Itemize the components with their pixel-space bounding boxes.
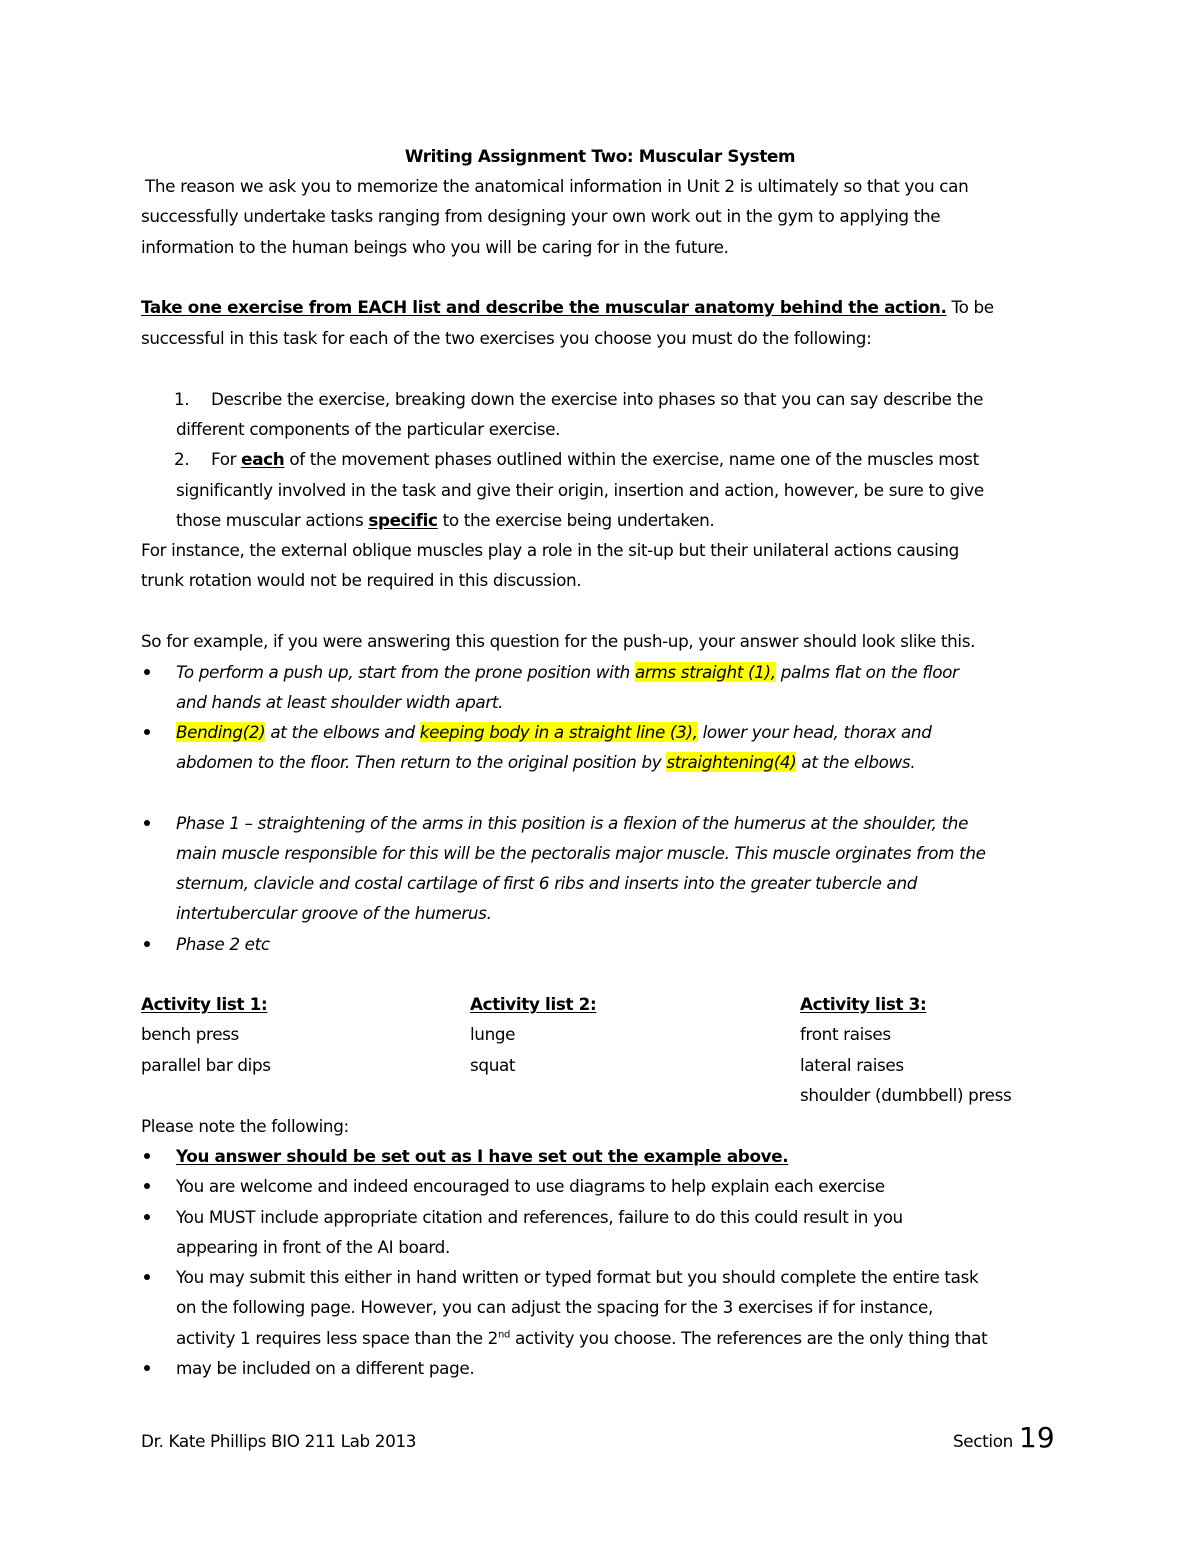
page-number: 19 (1019, 1421, 1055, 1454)
example-bullet-1-line-1 (176, 662, 959, 682)
activity-list-3 (800, 989, 1011, 1110)
activity-list-2-item: squat (470, 1054, 516, 1075)
example-b2-post: lower your head, thorax and (697, 722, 932, 742)
note-4-line-3-post: activity you choose. The references are the only thing that (509, 1328, 988, 1348)
numbered-item-2-number: 2. (174, 449, 190, 469)
example-bullet-3-line-2: main muscle responsible for this will be the pectoralis major muscle. This muscle orginates from the (176, 843, 986, 863)
example-b1-post: palms flat on the floor (775, 662, 959, 682)
example-bullet-3-line-4: intertubercular groove of the humerus. (176, 903, 492, 923)
activity-list-3-item: lateral raises (800, 1054, 904, 1075)
numbered-item-1-line-1: Describe the exercise, breaking down the exercise into phases so that you can say describe the (211, 389, 984, 409)
activity-list-1-item: parallel bar dips (141, 1054, 271, 1075)
document-title: Writing Assignment Two: Muscular System (404, 146, 796, 166)
example-b2-mid: at the elbows and (265, 722, 420, 742)
example-bullet-1-line-2: and hands at least shoulder width apart. (176, 692, 504, 712)
bullet-icon (144, 941, 150, 947)
numbered-item-1-number: 1. (174, 389, 190, 409)
instance-line-2: trunk rotation would not be required in this discussion. (141, 570, 582, 590)
note-1: You answer should be set out as I have set out the example above. (176, 1146, 789, 1166)
instance-line-1: For instance, the external oblique muscles play a role in the sit-up but their unilateral actions causing (141, 540, 959, 560)
activity-list-2-heading: Activity list 2: (470, 994, 597, 1014)
example-intro: So for example, if you were answering this question for the push-up, your answer should look slike this. (141, 631, 976, 651)
example-b1-highlight: arms straight (1), (634, 662, 776, 682)
activity-list-1-heading: Activity list 1: (141, 994, 268, 1014)
task-instruction: Take one exercise from EACH list and describe the muscular anatomy behind the action. (141, 297, 947, 317)
example-b1-pre: To perform a push up, start from the prone position with (176, 662, 635, 682)
bullet-icon (144, 1153, 150, 1159)
activity-list-2-item: lunge (470, 1024, 516, 1045)
bullet-icon (144, 729, 150, 735)
bullet-icon (144, 1274, 150, 1280)
task-rest: To be (946, 297, 994, 317)
activity-list-2 (470, 989, 596, 1080)
intro-line-2: successfully undertake tasks ranging from designing your own work out in the gym to applying the (141, 206, 941, 226)
item2-line3-post: to the exercise being undertaken. (437, 510, 715, 530)
note-4-line-3-pre: activity 1 requires less space than the 2 (176, 1328, 498, 1348)
note-4-ordinal-suffix: nd (497, 1329, 510, 1341)
bullet-icon (144, 1183, 150, 1189)
footer-author: Dr. Kate Phillips BIO 211 Lab 2013 (141, 1431, 417, 1451)
example-b2-highlight-1: Bending(2) (176, 722, 266, 742)
example-b2-highlight-2: keeping body in a straight line (3), (419, 722, 698, 742)
task-line-2: successful in this task for each of the two exercises you choose you must do the following: (141, 328, 872, 348)
activity-list-3-item: shoulder (dumbbell) press (800, 1084, 1012, 1105)
numbered-item-1-line-2: different components of the particular exercise. (176, 419, 561, 439)
footer-section-label: Section (953, 1431, 1013, 1451)
activity-list-3-heading: Activity list 3: (800, 994, 927, 1014)
note-4-line-3 (176, 1328, 987, 1348)
item2-pre: For (211, 449, 242, 469)
intro-line-1: The reason we ask you to memorize the anatomical information in Unit 2 is ultimately so that you can (145, 176, 969, 196)
numbered-item-2-line-1 (211, 449, 979, 469)
item2-each-emphasis: each (241, 449, 285, 469)
bullet-icon (144, 1365, 150, 1371)
numbered-item-2-line-3 (176, 510, 714, 530)
note-4-line-1: You may submit this either in hand written or typed format but you should complete the entire task (176, 1267, 979, 1287)
activity-list-1 (141, 989, 271, 1080)
example-bullet-3-line-1: Phase 1 – straightening of the arms in this position is a flexion of the humerus at the shoulder, the (176, 813, 969, 833)
example-b2-highlight-3: straightening(4) (666, 752, 797, 772)
task-line-1 (141, 297, 994, 317)
bullet-icon (144, 669, 150, 675)
example-bullet-4: Phase 2 etc (176, 934, 270, 954)
example-b2-line2-post: at the elbows. (796, 752, 916, 772)
note-3-line-1: You MUST include appropriate citation and references, failure to do this could result in you (176, 1207, 903, 1227)
note-2: You are welcome and indeed encouraged to use diagrams to help explain each exercise (176, 1176, 885, 1196)
note-3-line-2: appearing in front of the AI board. (176, 1237, 450, 1257)
bullet-icon (144, 820, 150, 826)
item2-post: of the movement phases outlined within the exercise, name one of the muscles most (284, 449, 979, 469)
example-b2-line2-pre: abdomen to the floor. Then return to the original position by (176, 752, 667, 772)
numbered-item-2-line-2: significantly involved in the task and give their origin, insertion and action, however, be sure to give (176, 480, 984, 500)
example-bullet-3-line-3: sternum, clavicle and costal cartilage of first 6 ribs and inserts into the greater tubercle and (176, 873, 918, 893)
note-5: may be included on a different page. (176, 1358, 475, 1378)
bullet-icon (144, 1214, 150, 1220)
example-bullet-2-line-2 (176, 752, 915, 772)
intro-line-3: information to the human beings who you will be caring for in the future. (141, 237, 729, 257)
note-4-line-2: on the following page. However, you can adjust the spacing for the 3 exercises if for instance, (176, 1297, 933, 1317)
activity-list-3-item: front raises (800, 1024, 891, 1045)
notes-intro: Please note the following: (141, 1116, 349, 1136)
item2-specific-emphasis: specific (368, 510, 438, 530)
activity-list-1-item: bench press (141, 1024, 239, 1045)
example-bullet-2-line-1 (176, 722, 932, 742)
item2-line3-pre: those muscular actions (176, 510, 369, 530)
